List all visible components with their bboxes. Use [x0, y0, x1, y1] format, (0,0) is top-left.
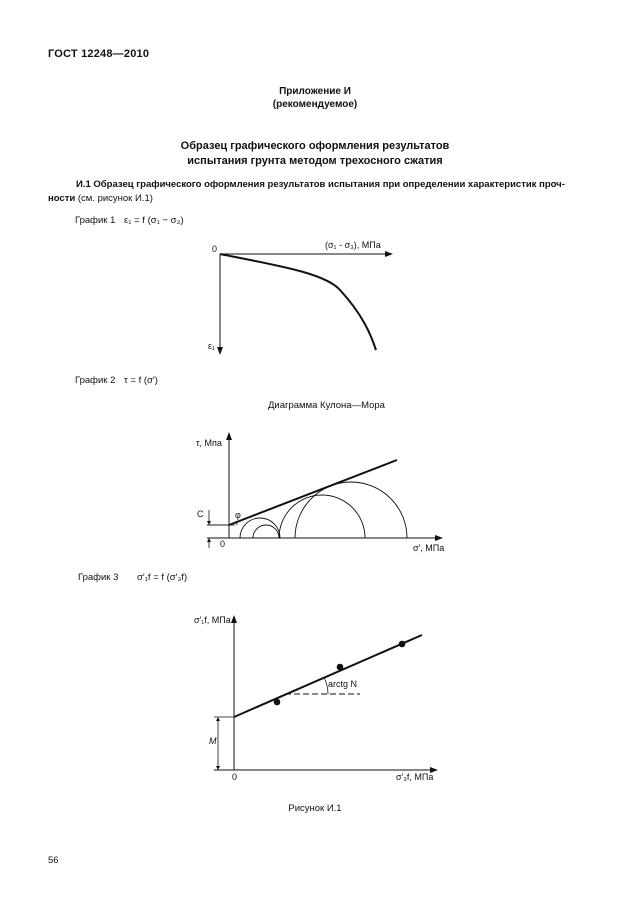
- graph1-curve: [220, 254, 376, 350]
- graph2-y-label: τ, Мпа: [196, 438, 222, 448]
- graph3-intercept-arrow-bottom-icon: [216, 766, 220, 770]
- section-paragraph: [48, 178, 583, 206]
- graph1-origin: 0: [212, 244, 218, 254]
- graph2-circle-2: [253, 525, 279, 538]
- graph2-diagram-title: Диаграмма Кулона—Мора: [268, 400, 385, 411]
- graph2-x-label: σ′, МПа: [413, 543, 445, 553]
- graph1-plot: [195, 235, 395, 360]
- appendix-subtitle: (рекомендуемое): [272, 99, 358, 110]
- heading-line-2: испытания грунта методом трехосного сжатия: [187, 155, 443, 167]
- graph1-x-label: (σ₁ - σ₃), МПа: [325, 240, 381, 250]
- graph2-plot: [185, 430, 455, 555]
- graph2-label-row: [75, 375, 158, 386]
- graph2-origin: 0: [220, 539, 226, 549]
- graph3-trend-line: [234, 635, 422, 717]
- graph2-circle-4: [295, 482, 407, 538]
- graph2-cohesion-arrow-bottom-icon: [207, 538, 211, 542]
- page-number: 56: [48, 855, 59, 866]
- graph1-formula: ε₁ = f (σ₁ − σ₃): [124, 215, 184, 226]
- section-line-2-bold: ности: [48, 193, 76, 204]
- graph3-intercept-arrow-top-icon: [216, 717, 220, 721]
- graph3-data-point-3: [399, 641, 406, 648]
- graph2-x-arrow-icon: [435, 535, 443, 541]
- heading-line-1: Образец графического оформления результатов: [180, 140, 450, 152]
- graph3-intercept-label: M: [209, 736, 217, 746]
- graph3-y-label: σ′₁f, МПа: [194, 615, 231, 625]
- graph1-y-label: ε₁: [208, 341, 216, 351]
- graph2-formula: τ = f (σ′): [124, 375, 158, 386]
- graph3-label-row: [78, 572, 187, 583]
- graph3-data-point-1: [274, 699, 281, 706]
- graph2-cohesion-arrow-top-icon: [207, 521, 211, 525]
- graph3-data-point-2: [337, 664, 344, 671]
- graph2-y-arrow-icon: [226, 432, 232, 440]
- appendix-title: Приложение И: [279, 86, 351, 97]
- graph2-angle-label: φ: [235, 510, 241, 520]
- graph2-label: График 2: [75, 375, 116, 386]
- graph3-formula: σ′₁f = f (σ′₃f): [137, 572, 188, 583]
- section-line-1: И.1 Образец графического оформления результатов испытания при определении характеристик проч-: [76, 179, 565, 190]
- standard-header: ГОСТ 12248—2010: [48, 48, 150, 60]
- graph3-label: График 3: [78, 572, 119, 583]
- section-line-2-rest: (см. рисунок И.1): [75, 193, 153, 204]
- graph2-cohesion-label: C: [197, 509, 204, 519]
- graph2-envelope-line: [229, 460, 397, 525]
- graph1-label-row: [75, 215, 184, 226]
- graph3-slope-label: arctg N: [328, 679, 358, 689]
- figure-caption: Рисунок И.1: [288, 803, 342, 814]
- graph3-x-label: σ′₃f, МПа: [396, 772, 434, 782]
- graph3-y-arrow-icon: [231, 615, 237, 623]
- graph1-label: График 1: [75, 215, 116, 226]
- graph1-x-arrow-icon: [385, 251, 393, 257]
- graph3-origin: 0: [232, 772, 238, 782]
- graph3-plot: [190, 605, 450, 785]
- graph1-y-arrow-icon: [217, 347, 223, 355]
